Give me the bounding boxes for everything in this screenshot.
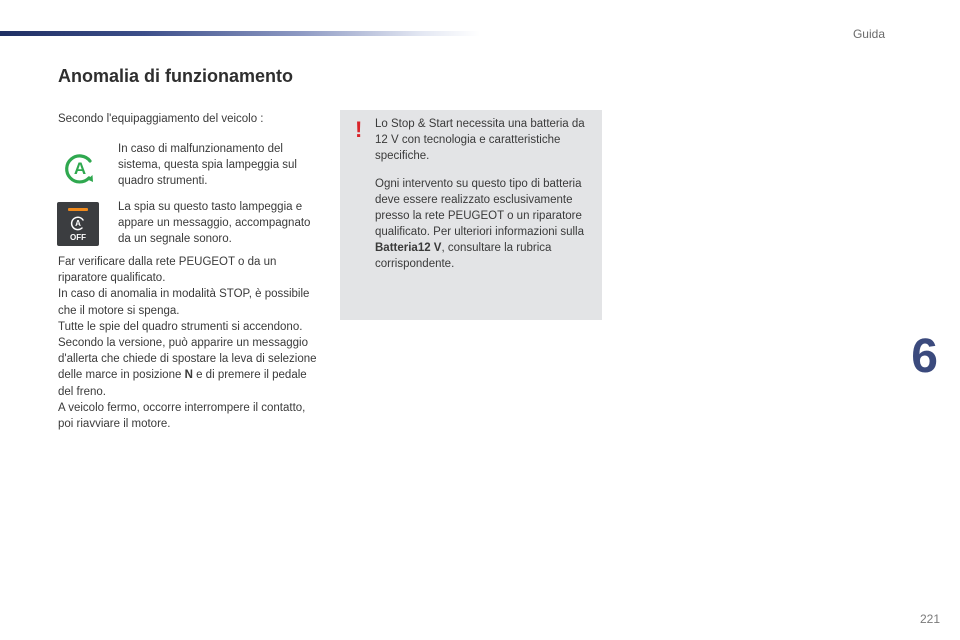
off-label: OFF	[70, 233, 86, 242]
orange-indicator-icon	[68, 208, 88, 211]
body-paragraph-3: Tutte le spie del quadro strumenti si accendono.	[58, 320, 303, 333]
intro-text: Secondo l'equipaggiamento del veicolo :	[58, 113, 264, 125]
battery-link-text: Batteria12 V	[375, 242, 442, 254]
item-2-text: La spia su questo tasto lampeggia e appare un messaggio, accompagnato da un segnale sonoro.	[118, 201, 311, 245]
svg-text:A: A	[73, 159, 87, 178]
header-gradient-bar	[0, 31, 480, 36]
body-paragraph-4: Secondo la versione, può apparire un messaggio d'allerta che chiede di spostare la leva di selezione delle marce in posizione N e di premere il pedale del freno.	[58, 337, 317, 398]
auto-a-icon	[70, 215, 86, 231]
body-paragraph-5: A veicolo fermo, occorre interrompere il contatto, poi riavviare il motore.	[58, 401, 306, 431]
item-1-text: In caso di malfunzionamento del sistema, questa spia lampeggia sul quadro strumenti.	[118, 143, 297, 187]
page-number: 221	[919, 612, 940, 626]
svg-text:A: A	[75, 219, 81, 228]
section-label: Guida	[852, 27, 885, 41]
auto-stop-warning-icon	[63, 151, 97, 185]
chapter-number: 6	[911, 330, 938, 383]
body-paragraph-1: Far verificare dalla rete PEUGEOT o da un riparatore qualificato.	[58, 256, 277, 285]
page-title: Anomalia di funzionamento	[58, 66, 294, 86]
exclamation-icon: !	[355, 117, 363, 142]
gear-position-n: N	[184, 369, 193, 382]
body-paragraph-2: In caso di anomalia in modalità STOP, è possibile che il motore si spenga.	[58, 288, 310, 317]
note-text-1: Lo Stop & Start necessita una batteria da 12 V con tecnologia e caratteristiche specifiche.	[375, 118, 585, 162]
stop-start-off-button-icon	[57, 202, 99, 246]
warning-note-box	[340, 110, 602, 320]
body-text	[58, 254, 320, 432]
note-text-2: Ogni intervento su questo tipo di batteria deve essere realizzato esclusivamente presso la rete PEUGEOT o un riparatore qualificato. Per ulteriori informazioni sulla Batteria12 V, consultare la rubrica corrispondente.	[375, 178, 585, 270]
